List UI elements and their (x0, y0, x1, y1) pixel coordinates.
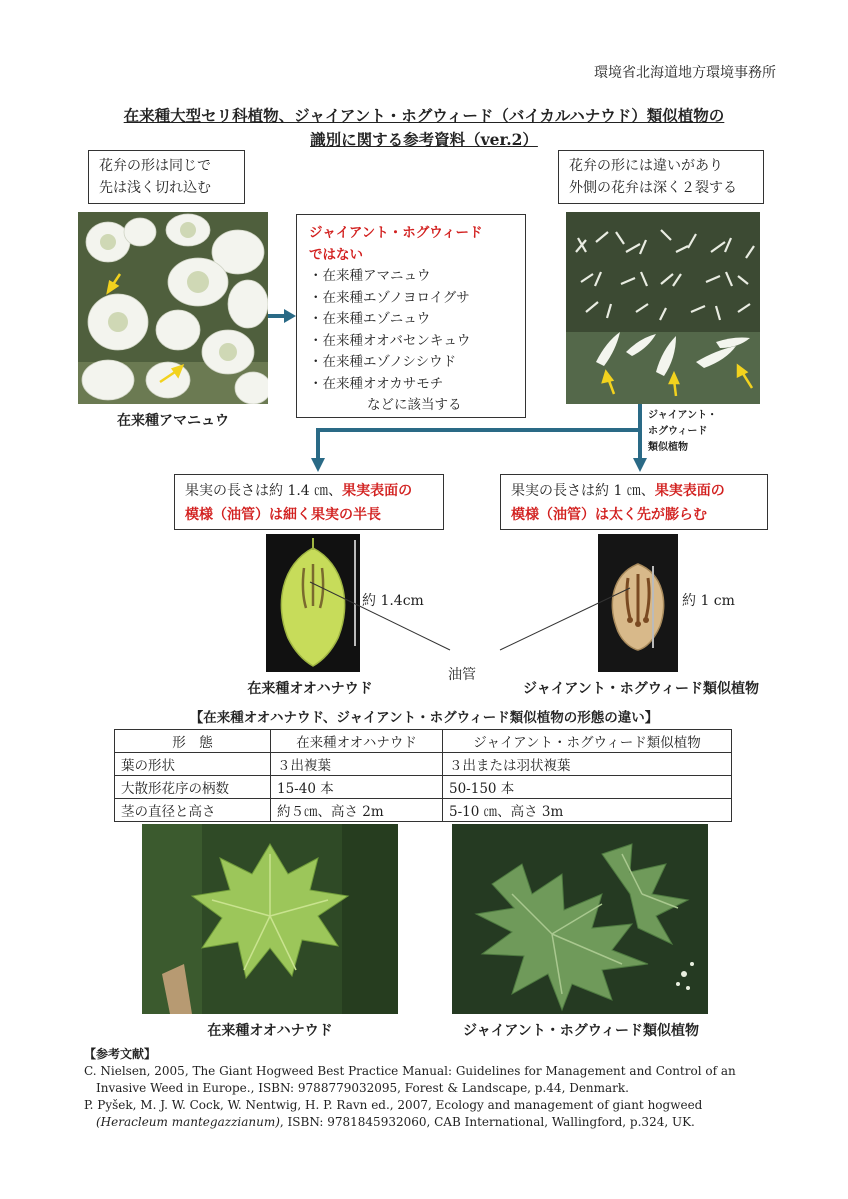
table-header: ジャイアント・ホグウィード類似植物 (443, 730, 732, 753)
right-note-line-2: 外側の花弁は深く２裂する (569, 180, 737, 196)
left-fruit-size: 約 1.4cm (362, 593, 424, 609)
list-item: ・ 在来種エゾニュウ (309, 309, 513, 331)
not-giant-heading-1: ジャイアント・ホグウィード (309, 225, 483, 241)
left-note-line-1: 花弁の形は同じで (99, 158, 211, 174)
table-row (115, 776, 732, 799)
list-item: ・ 在来種エゾノシシウド (309, 352, 513, 374)
not-giant-hogweed-box (296, 214, 526, 418)
list-item: ・ 在来種エゾノヨロイグサ (309, 288, 513, 310)
giant-fruit-caption: ジャイアント・ホグウィード類似植物 (523, 681, 759, 697)
morphology-table-title: 【在来種オオハナウド、ジャイアント・ホグウィード類似植物の形態の違い】 (189, 710, 659, 726)
oil-duct-label: 油管 (448, 667, 476, 683)
right-fruit-note (500, 474, 768, 530)
left-fruit-red-2: 模様（油管）は細く果実の半長 (185, 507, 381, 523)
table-cell: ３出複葉 (271, 753, 443, 776)
table-cell: 50-150 本 (443, 776, 732, 799)
list-item: ・ 在来種オオカサモチ (309, 374, 513, 396)
arrow-to-list-icon (268, 308, 296, 324)
right-petal-note (558, 150, 764, 204)
list-item: ・ 在来種オオバセンキュウ (309, 331, 513, 353)
giant-label-line-2: ホグウィード (648, 426, 708, 437)
table-header: 在来種オオハナウド (271, 730, 443, 753)
left-fruit-note (174, 474, 444, 530)
reference-2-part-a: P. Pyšek, M. J. W. Cock, W. Nentwig, H. P. Ravn ed., 2007, Ecology and management of giant hogweed (84, 1098, 703, 1112)
table-cell: 大散形花序の柄数 (115, 776, 271, 799)
table-row (115, 799, 732, 822)
table-cell: 15-40 本 (271, 776, 443, 799)
table-cell: ３出または羽状複葉 (443, 753, 732, 776)
right-fruit-red-2: 模様（油管）は太く先が膨らむ (511, 507, 707, 523)
left-fruit-plain: 果実の長さは約 1.4 ㎝、 (185, 483, 343, 499)
giant-label-line-1: ジャイアント・ (648, 410, 718, 421)
reference-2-part-b: , ISBN: 9781845932060, CAB International, Wallingford, p.324, UK. (279, 1115, 695, 1129)
right-fruit-size: 約 1 cm (682, 593, 735, 609)
flow-arrows-icon (300, 400, 660, 474)
morphology-table (114, 729, 732, 822)
giant-leaf-photo (452, 824, 708, 1014)
table-cell: 茎の直径と高さ (115, 799, 271, 822)
right-note-line-1: 花弁の形には違いがあり (569, 158, 723, 174)
reference-2 (84, 1097, 764, 1131)
right-fruit-red-1: 果実表面の (654, 483, 725, 499)
amaniu-flower-photo (78, 212, 268, 404)
amaniu-caption: 在来種アマニュウ (117, 413, 229, 429)
reference-1: C. Nielsen, 2005, The Giant Hogweed Best Practice Manual: Guidelines for Management and Control of an Invasive Weed in Europe., ISBN: 9788779032095, Forest & Landscape, p.44, Denmark. (84, 1064, 736, 1095)
references-heading: 【参考文献】 (84, 1047, 157, 1061)
oohanaudo-leaf-photo (142, 824, 398, 1014)
agency-name: 環境省北海道地方環境事務所 (594, 65, 776, 81)
table-header: 形 態 (115, 730, 271, 753)
left-fruit-red-1: 果実表面の (342, 483, 413, 499)
oil-duct-pointer-lines (300, 580, 640, 670)
right-fruit-plain: 果実の長さは約 1 ㎝、 (511, 483, 655, 499)
right-fruit-scale-icon (650, 566, 656, 648)
table-cell: 5-10 ㎝、高さ 3m (443, 799, 732, 822)
oohanaudo-fruit-caption: 在来種オオハナウド (247, 681, 373, 697)
table-cell: 約５㎝、高さ 2m (271, 799, 443, 822)
page-title (60, 104, 788, 152)
oohanaudo-leaf-caption: 在来種オオハナウド (207, 1023, 333, 1039)
list-item: ・ 在来種アマニュウ (309, 266, 513, 288)
title-line-2: 識別に関する参考資料（ver.2） (310, 130, 538, 149)
table-cell: 葉の形状 (115, 753, 271, 776)
left-petal-note (88, 150, 245, 204)
references (84, 1046, 764, 1131)
giant-label-line-3: 類似植物 (648, 442, 688, 453)
table-header-row (115, 730, 732, 753)
reference-2-italic: (Heracleum mantegazzianum) (96, 1115, 280, 1129)
giant-flower-photo (566, 212, 760, 404)
not-giant-heading-2: ではない (309, 246, 363, 263)
list-footer: などに該当する (367, 397, 462, 413)
title-line-1: 在来種大型セリ科植物、ジャイアント・ホグウィード（バイカルハナウド）類似植物の (123, 106, 725, 125)
left-note-line-2: 先は浅く切れ込む (99, 180, 211, 196)
table-row (115, 753, 732, 776)
giant-leaf-caption: ジャイアント・ホグウィード類似植物 (463, 1023, 699, 1039)
